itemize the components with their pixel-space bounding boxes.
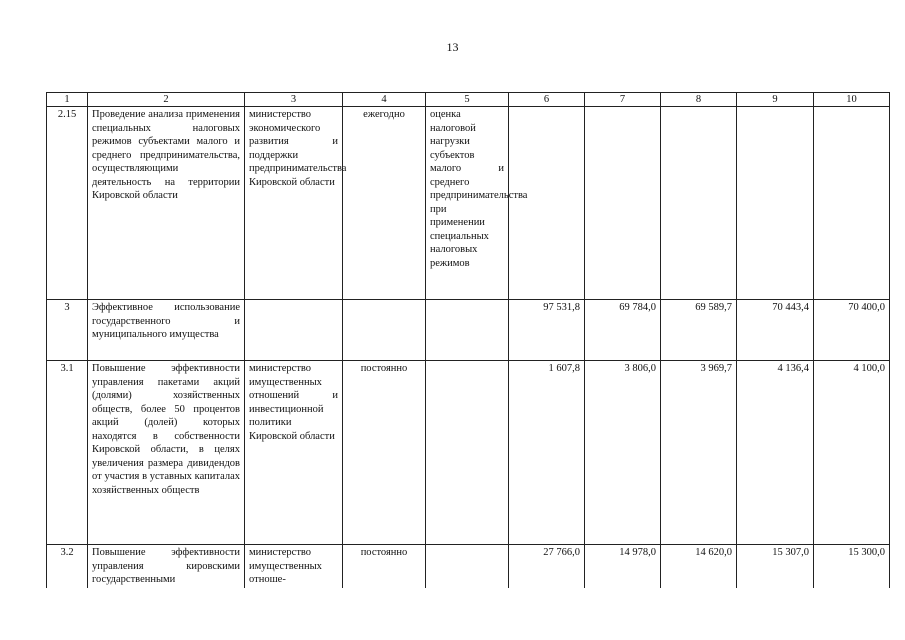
value-col-9: 70 443,4 bbox=[737, 300, 814, 361]
row-number: 3 bbox=[47, 300, 88, 361]
responsible-cell: министерство имущественных отноше- bbox=[245, 545, 343, 588]
value-col-10: 4 100,0 bbox=[814, 361, 890, 545]
value-col-8 bbox=[661, 107, 737, 300]
header-col-9: 9 bbox=[737, 93, 814, 107]
table-row bbox=[47, 545, 890, 588]
deadline-cell: постоянно bbox=[343, 361, 426, 545]
row-number: 2.15 bbox=[47, 107, 88, 300]
responsible-cell bbox=[245, 300, 343, 361]
value-col-9: 4 136,4 bbox=[737, 361, 814, 545]
value-col-10: 15 300,0 bbox=[814, 545, 890, 588]
result-cell bbox=[426, 300, 509, 361]
header-col-4: 4 bbox=[343, 93, 426, 107]
header-col-5: 5 bbox=[426, 93, 509, 107]
header-col-6: 6 bbox=[509, 93, 585, 107]
value-col-9: 15 307,0 bbox=[737, 545, 814, 588]
header-col-3: 3 bbox=[245, 93, 343, 107]
row-number: 3.2 bbox=[47, 545, 88, 588]
value-col-6 bbox=[509, 107, 585, 300]
measure-cell: Проведение анализа применения специальных налоговых режимов субъектами малого и среднего предпринимательства, осуществляющими деятельность на территории Кировской области bbox=[88, 107, 245, 300]
table-row bbox=[47, 107, 890, 300]
responsible-cell: министерство экономического развития и поддержки предпринимательства Кировской области bbox=[245, 107, 343, 300]
value-col-6: 27 766,0 bbox=[509, 545, 585, 588]
value-col-6: 1 607,8 bbox=[509, 361, 585, 545]
page-number: 13 bbox=[446, 40, 459, 54]
deadline-cell: постоянно bbox=[343, 545, 426, 588]
deadline-cell bbox=[343, 300, 426, 361]
value-col-6: 97 531,8 bbox=[509, 300, 585, 361]
header-col-8: 8 bbox=[661, 93, 737, 107]
value-col-9 bbox=[737, 107, 814, 300]
table-row bbox=[47, 300, 890, 361]
result-cell bbox=[426, 361, 509, 545]
value-col-8: 3 969,7 bbox=[661, 361, 737, 545]
value-col-10: 70 400,0 bbox=[814, 300, 890, 361]
row-number: 3.1 bbox=[47, 361, 88, 545]
value-col-8: 14 620,0 bbox=[661, 545, 737, 588]
measure-cell: Повышение эффективности управления пакетами акций (долями) хозяйственных обществ, более 50 процентов акций (долей) которых находятся в собственности Кировской области, в целях увеличения размера дивидендов от участия в уставных капиталах хозяйственных обществ bbox=[88, 361, 245, 545]
value-col-10 bbox=[814, 107, 890, 300]
measures-table bbox=[46, 92, 890, 588]
result-cell bbox=[426, 545, 509, 588]
value-col-7: 69 784,0 bbox=[585, 300, 661, 361]
responsible-cell: министерство имущественных отношений и инвестиционной политики Кировской области bbox=[245, 361, 343, 545]
value-col-7: 14 978,0 bbox=[585, 545, 661, 588]
measure-cell: Эффективное использование государственного и муниципального имущества bbox=[88, 300, 245, 361]
deadline-cell: ежегодно bbox=[343, 107, 426, 300]
header-col-7: 7 bbox=[585, 93, 661, 107]
header-col-2: 2 bbox=[88, 93, 245, 107]
table-header-row bbox=[47, 93, 890, 107]
measure-cell: Повышение эффективности управления кировскими государственными bbox=[88, 545, 245, 588]
value-col-8: 69 589,7 bbox=[661, 300, 737, 361]
value-col-7: 3 806,0 bbox=[585, 361, 661, 545]
header-col-1: 1 bbox=[47, 93, 88, 107]
value-col-7 bbox=[585, 107, 661, 300]
result-cell: оценка налоговой нагрузки субъектов малого и среднего предпринимательства при применении специальных налоговых режимов bbox=[426, 107, 509, 300]
table-row bbox=[47, 361, 890, 545]
header-col-10: 10 bbox=[814, 93, 890, 107]
